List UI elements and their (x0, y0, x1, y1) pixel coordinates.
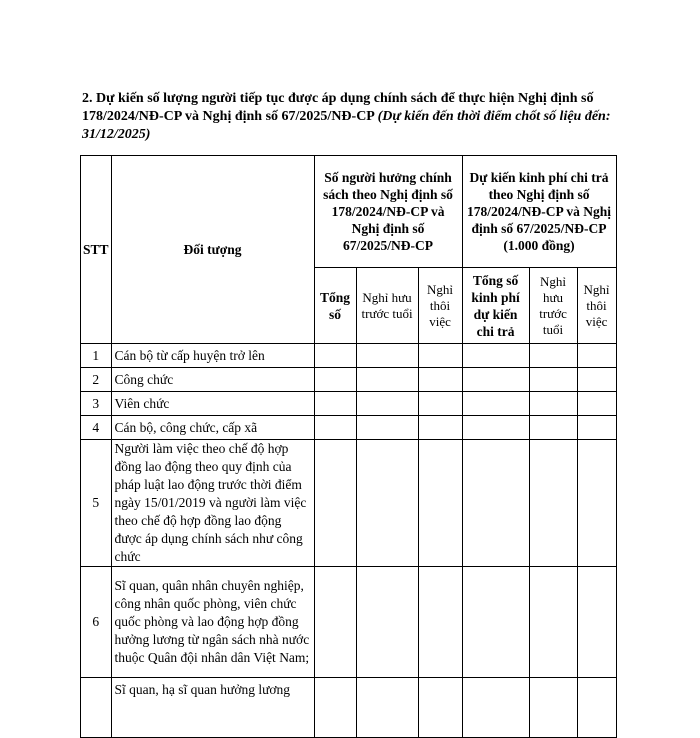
row-stt (81, 678, 112, 738)
row-stt: 2 (81, 368, 112, 392)
table-row (81, 344, 617, 368)
empty-cell (418, 344, 462, 368)
empty-cell (529, 567, 577, 678)
empty-cell (529, 344, 577, 368)
empty-cell (356, 368, 418, 392)
empty-cell (462, 344, 529, 368)
empty-cell (529, 392, 577, 416)
header-total: Tổng số (314, 268, 356, 344)
empty-cell (314, 567, 356, 678)
row-stt: 5 (81, 440, 112, 567)
section-heading (82, 90, 622, 144)
header-stt: STT (81, 156, 112, 344)
empty-cell (462, 440, 529, 567)
empty-cell (314, 440, 356, 567)
empty-cell (577, 344, 616, 368)
empty-cell (418, 567, 462, 678)
table-row (81, 678, 617, 738)
empty-cell (577, 416, 616, 440)
row-object: Người làm việc theo chế độ hợp đồng lao động theo quy định của pháp luật lao động trước thời điểm ngày 15/01/2019 và người làm việc theo chế độ hợp đồng lao động được áp dụng chính sách như công chức (111, 440, 314, 567)
heading-italic-text: (Dự kiến đến thời điểm chốt số liệu đến: 31/12/2025) (82, 109, 611, 142)
header-group-people: Số người hưởng chính sách theo Nghị định số 178/2024/NĐ-CP và Nghị định số 67/2025/NĐ-CP (314, 156, 462, 268)
header-group-budget: Dự kiến kinh phí chi trả theo Nghị định số 178/2024/NĐ-CP và Nghị định số 67/2025/NĐ-CP (1.000 đồng) (462, 156, 616, 268)
empty-cell (462, 678, 529, 738)
empty-cell (356, 440, 418, 567)
row-object: Cán bộ từ cấp huyện trở lên (111, 344, 314, 368)
row-object: Sĩ quan, quân nhân chuyên nghiệp, công nhân quốc phòng, viên chức quốc phòng và lao động hợp đồng hưởng lương từ ngân sách nhà nước thuộc Quân đội nhân dân Việt Nam; (111, 567, 314, 678)
empty-cell (529, 440, 577, 567)
row-object: Sĩ quan, hạ sĩ quan hưởng lương (111, 678, 314, 738)
empty-cell (418, 678, 462, 738)
empty-cell (356, 567, 418, 678)
table-row (81, 416, 617, 440)
row-stt: 1 (81, 344, 112, 368)
empty-cell (356, 344, 418, 368)
empty-cell (462, 567, 529, 678)
empty-cell (356, 416, 418, 440)
empty-cell (314, 344, 356, 368)
table-row (81, 368, 617, 392)
empty-cell (418, 368, 462, 392)
empty-cell (577, 567, 616, 678)
row-stt: 3 (81, 392, 112, 416)
empty-cell (418, 416, 462, 440)
empty-cell (314, 416, 356, 440)
empty-cell (418, 392, 462, 416)
row-stt: 4 (81, 416, 112, 440)
table-row (81, 567, 617, 678)
empty-cell (577, 392, 616, 416)
empty-cell (529, 368, 577, 392)
empty-cell (314, 368, 356, 392)
empty-cell (462, 368, 529, 392)
empty-cell (577, 440, 616, 567)
table-row (81, 440, 617, 567)
header-early-retire-budget: Nghỉ hưu trước tuổi (529, 268, 577, 344)
empty-cell (577, 368, 616, 392)
empty-cell (418, 440, 462, 567)
header-quit: Nghỉ thôi việc (418, 268, 462, 344)
empty-cell (314, 392, 356, 416)
header-object: Đối tượng (111, 156, 314, 344)
header-quit-budget: Nghỉ thôi việc (577, 268, 616, 344)
row-object: Viên chức (111, 392, 314, 416)
empty-cell (577, 678, 616, 738)
table-row (81, 392, 617, 416)
empty-cell (529, 416, 577, 440)
header-early-retire: Nghỉ hưu trước tuổi (356, 268, 418, 344)
heading-bold-text: 2. Dự kiến số lượng người tiếp tục được áp dụng chính sách để thực hiện Nghị định số 178/2024/NĐ-CP và Nghị định số 67/2025/NĐ-CP (82, 91, 594, 124)
row-object: Công chức (111, 368, 314, 392)
header-row-1 (81, 156, 617, 268)
empty-cell (356, 392, 418, 416)
empty-cell (462, 416, 529, 440)
policy-table (80, 155, 617, 738)
empty-cell (314, 678, 356, 738)
empty-cell (529, 678, 577, 738)
row-object: Cán bộ, công chức, cấp xã (111, 416, 314, 440)
header-total-budget: Tổng số kinh phí dự kiến chi trả (462, 268, 529, 344)
empty-cell (462, 392, 529, 416)
empty-cell (356, 678, 418, 738)
row-stt: 6 (81, 567, 112, 678)
